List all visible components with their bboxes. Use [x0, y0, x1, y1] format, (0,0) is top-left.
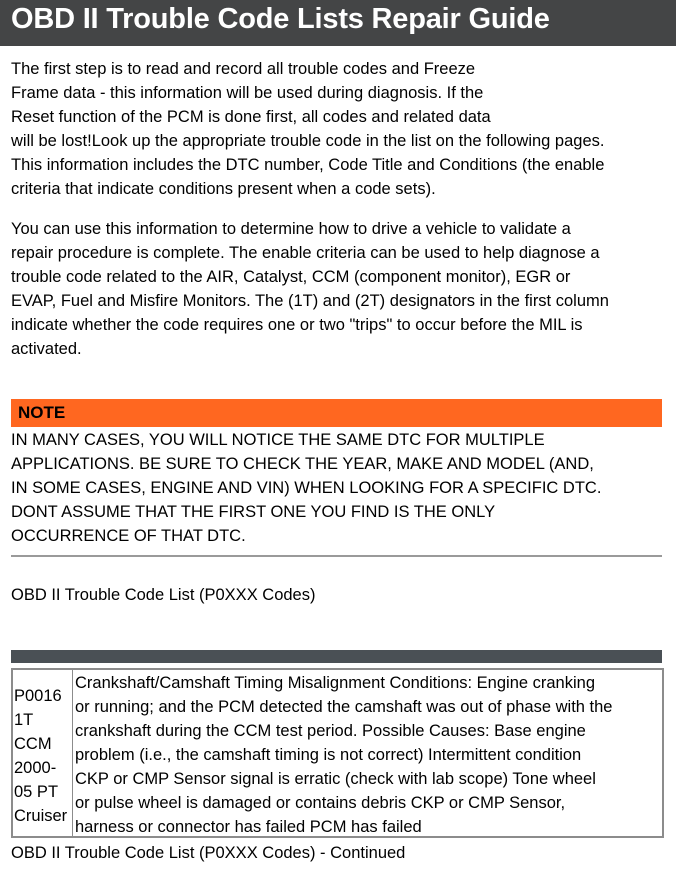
- dtc-description-line: CKP or CMP Sensor signal is erratic (check with lab scope) Tone wheel: [75, 770, 596, 788]
- dtc-code-cell: [13, 670, 73, 836]
- intro-paragraph-1-line: This information includes the DTC number, Code Title and Conditions (the enable: [11, 156, 605, 174]
- intro-paragraph-2: [11, 217, 609, 361]
- dtc-description-line: or pulse wheel is damaged or contains debris CKP or CMP Sensor,: [75, 794, 566, 812]
- note-line: IN SOME CASES, ENGINE AND VIN) WHEN LOOKING FOR A SPECIFIC DTC.: [11, 479, 602, 497]
- note-line: IN MANY CASES, YOU WILL NOTICE THE SAME DTC FOR MULTIPLE: [11, 431, 545, 449]
- intro-paragraph-1-line: criteria that indicate conditions present when a code sets).: [11, 180, 436, 198]
- dtc-code-line: Cruiser: [14, 807, 68, 825]
- dtc-description-line: harness or connector has failed PCM has failed: [75, 818, 422, 836]
- note-line: OCCURRENCE OF THAT DTC.: [11, 527, 246, 545]
- intro-paragraph-2-line: trouble code related to the AIR, Catalyst, CCM (component monitor), EGR or: [11, 268, 571, 286]
- trouble-code-table: [11, 668, 664, 838]
- intro-paragraph-1-line: Frame data - this information will be used during diagnosis. If the: [11, 84, 484, 102]
- note-line: APPLICATIONS. BE SURE TO CHECK THE YEAR, MAKE AND MODEL (AND,: [11, 455, 594, 473]
- intro-paragraph-2-line: EVAP, Fuel and Misfire Monitors. The (1T) and (2T) designators in the first column: [11, 292, 609, 310]
- page-title: OBD II Trouble Code Lists Repair Guide: [11, 3, 550, 35]
- dtc-description-line: crankshaft during the CCM test period. Possible Causes: Base engine: [75, 722, 586, 740]
- continued-heading: OBD II Trouble Code List (P0XXX Codes) - Continued: [11, 844, 406, 862]
- note-line: DONT ASSUME THAT THE FIRST ONE YOU FIND IS THE ONLY: [11, 503, 496, 521]
- dtc-description-line: Crankshaft/Camshaft Timing Misalignment Conditions: Engine cranking: [75, 674, 595, 692]
- intro-paragraph-1: [11, 57, 604, 201]
- code-list-heading: OBD II Trouble Code List (P0XXX Codes): [11, 586, 316, 604]
- table-header-bar: [11, 650, 662, 663]
- note-body: [11, 428, 601, 548]
- intro-paragraph-1-line: Reset function of the PCM is done first, all codes and related data: [11, 108, 491, 126]
- note-label: NOTE: [18, 403, 66, 422]
- dtc-code-line: 1T: [14, 711, 34, 729]
- dtc-code-line: CCM: [14, 735, 52, 753]
- intro-paragraph-2-line: indicate whether the code requires one or two "trips" to occur before the MIL is: [11, 316, 583, 334]
- dtc-description-line: problem (i.e., the camshaft timing is not correct) Intermittent condition: [75, 746, 582, 764]
- note-banner: [11, 399, 662, 427]
- intro-paragraph-1-line: The first step is to read and record all trouble codes and Freeze: [11, 60, 476, 78]
- intro-paragraph-2-line: You can use this information to determine how to drive a vehicle to validate a: [11, 220, 571, 238]
- dtc-code-text: [14, 684, 67, 828]
- intro-paragraph-2-line: activated.: [11, 340, 82, 358]
- section-divider: [11, 555, 662, 557]
- dtc-description-text: [75, 671, 612, 839]
- dtc-description-line: or running; and the PCM detected the camshaft was out of phase with the: [75, 698, 613, 716]
- dtc-description-cell: [74, 670, 662, 836]
- dtc-code-line: 05 PT: [14, 783, 59, 801]
- title-bar: [0, 0, 676, 46]
- dtc-code-line: 2000-: [14, 759, 57, 777]
- dtc-code-line: P0016: [14, 687, 62, 705]
- intro-paragraph-2-line: repair procedure is complete. The enable criteria can be used to help diagnose a: [11, 244, 600, 262]
- intro-paragraph-1-line: will be lost!Look up the appropriate trouble code in the list on the following pages.: [11, 132, 605, 150]
